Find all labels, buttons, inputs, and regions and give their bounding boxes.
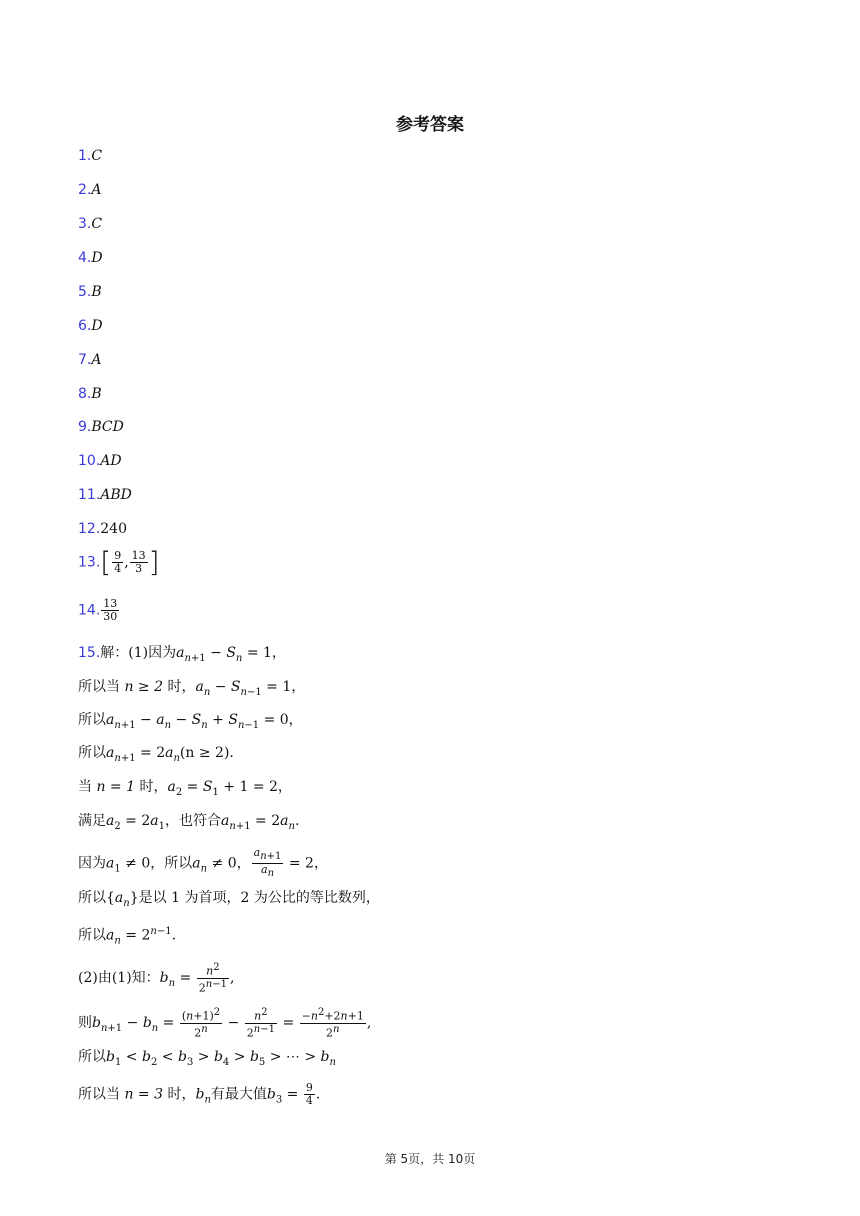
solution-line: 所以当 n ≥ 2 时，$a_n - S_{n-1} = 1$，: [78, 679, 306, 698]
solution-line: 所以$a_{n+1} - a_n - S_n + S_{n-1} = 0$，: [78, 712, 303, 731]
answer-item: 10.AD: [78, 453, 122, 469]
page-footer: 第 5页，共 10页: [384, 1152, 476, 1166]
solution-line: 所以$\{a_n\}$是以 1 为首项，2 为公比的等比数列，: [78, 890, 380, 909]
page-title: 参考答案: [396, 115, 464, 135]
answer-item: 4.D: [78, 250, 103, 266]
answer-item-13: 13.[ $\frac{9}{4}$ , $\frac{13}{3}$ ]: [78, 545, 160, 579]
solution-line: (2)由(1)知：$b_n$ = $\frac{n^2}{2^{n-1}}$ ,: [78, 962, 235, 995]
solution-line: 所以$b_1 < b_2 < b_3 > b_4 > b_5$ > ⋯ > $b_n$: [78, 1049, 336, 1068]
answer-item: 1.C: [78, 148, 103, 164]
answer-item: 11.ABD: [78, 487, 132, 503]
solution-line: 所以$a_n = 2^{n-1}$.: [78, 926, 177, 947]
solution-line: 则$b_{n+1} - b_n$ = $\frac{(n+1)^2}{2^n}$ − $\frac{n^2}{2^{n-1}}$ = $\frac{-n^2+2n+1}{2^n}$ ,: [78, 1007, 372, 1040]
solution-line: 当 n = 1 时，$a_2 = S_1 + 1 = 2$，: [78, 779, 292, 798]
answer-item: 9.BCD: [78, 419, 124, 435]
solution-line: 因为$a_1 \ne 0$，所以$a_n \ne 0$， $\frac{a_{n+1}}{a_n}$ = 2，: [78, 846, 328, 880]
answer-item: 3.C: [78, 216, 103, 232]
answer-item: 2.A: [78, 182, 102, 198]
answer-item-14: 14. $\frac{13}{30}$: [78, 597, 118, 623]
answer-item: 6.D: [78, 318, 103, 334]
solution-line: 满足$a_2 = 2a_1$，也符合$a_{n+1} = 2a_n$.: [78, 813, 300, 832]
solution-line: 所以$a_{n+1} = 2a_n(n \ge 2)$.: [78, 745, 234, 764]
solution-line: 所以当 n = 3 时，$b_n$有最大值$b_3$ = $\frac{9}{4}$ .: [78, 1081, 321, 1107]
answer-item: 7.A: [78, 352, 102, 368]
answer-item: 12.240: [78, 521, 127, 537]
answer-item: 8.B: [78, 386, 102, 402]
solution-line: 15.解：(1)因为$a_{n+1} - S_n = 1$，: [78, 645, 286, 664]
answer-item: 5.B: [78, 284, 102, 300]
